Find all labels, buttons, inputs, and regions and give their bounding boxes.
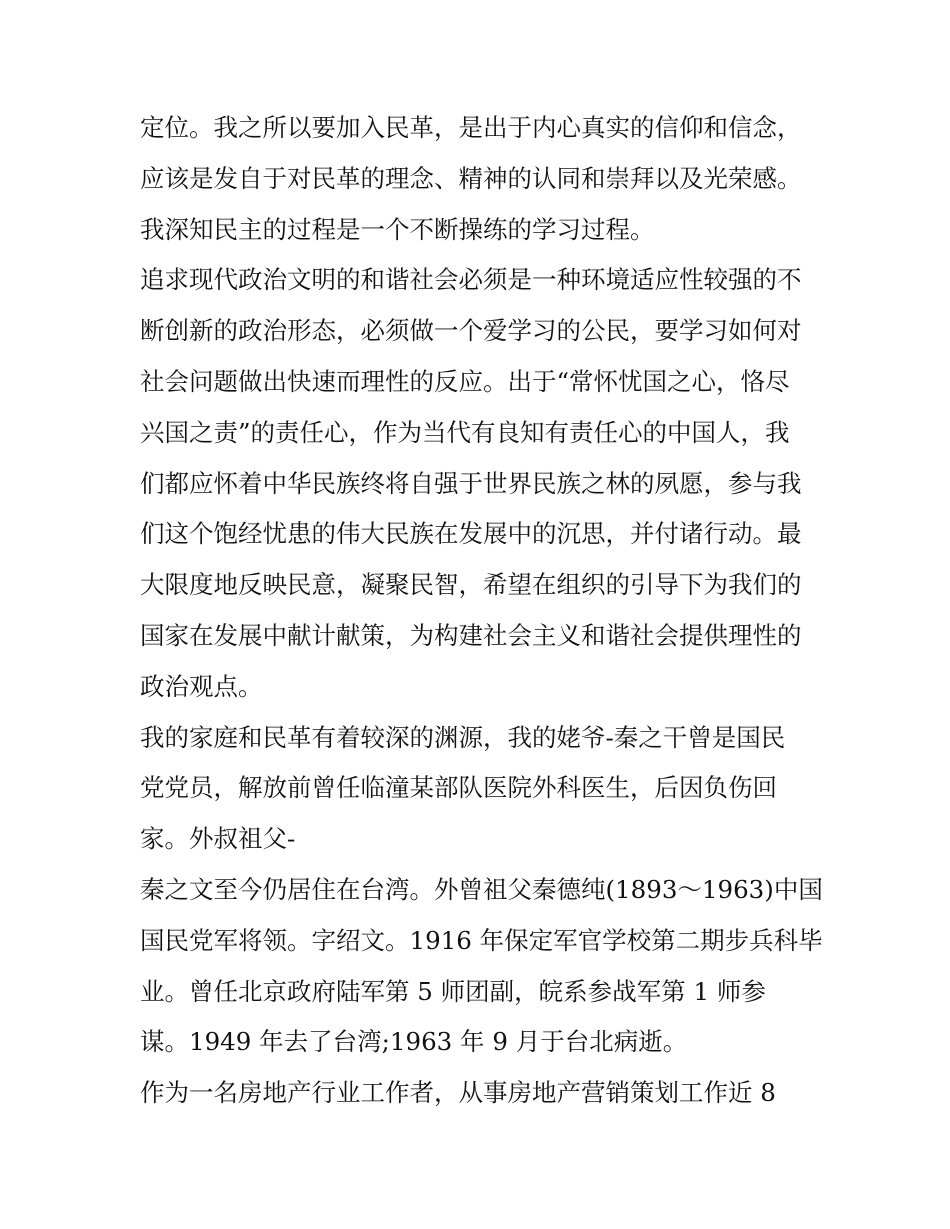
text-line: 家。外叔祖父- <box>140 824 296 854</box>
text-line: 定位。我之所以要加入民革，是出于内心真实的信仰和信念， <box>140 113 802 142</box>
text-line: 秦之文至今仍居住在台湾。外曾祖父秦德纯(1893～1963)中国 <box>140 874 823 904</box>
text-line: 们这个饱经忧患的伟大民族在发展中的沉思，并付诸行动。最 <box>140 519 802 549</box>
text-line: 党党员，解放前曾任临潼某部队医院外科医生，后因负伤回 <box>140 773 777 803</box>
text-line: 应该是发自于对民革的理念、精神的认同和崇拜以及光荣感。 <box>140 163 802 193</box>
document-body <box>140 103 830 1119</box>
text-line: 谋。1949 年去了台湾;1963 年 9 月于台北病逝。 <box>140 1027 688 1057</box>
text-line: 社会问题做出快速而理性的反应。出于“常怀忧国之心，恪尽 <box>140 366 790 396</box>
text-line: 作为一名房地产行业工作者，从事房地产营销策划工作近 8 <box>140 1078 776 1108</box>
text-line: 们都应怀着中华民族终将自强于世界民族之林的夙愿，参与我 <box>140 468 802 498</box>
text-line: 我深知民主的过程是一个不断操练的学习过程。 <box>140 214 655 244</box>
text-line: 我的家庭和民革有着较深的渊源，我的姥爷-秦之干曾是国民 <box>140 722 786 752</box>
text-line: 业。曾任北京政府陆军第 5 师团副，皖系参战军第 1 师参 <box>140 976 766 1006</box>
text-line: 追求现代政治文明的和谐社会必须是一种环境适应性较强的不 <box>140 265 802 295</box>
text-line: 大限度地反映民意，凝聚民智，希望在组织的引导下为我们的 <box>140 570 802 600</box>
text-line: 政治观点。 <box>140 671 263 701</box>
text-line: 国民党军将领。字绍文。1916 年保定军官学校第二期步兵科毕 <box>140 925 823 955</box>
text-line: 断创新的政治形态，必须做一个爱学习的公民，要学习如何对 <box>140 316 802 346</box>
text-line: 国家在发展中献计献策，为构建社会主义和谐社会提供理性的 <box>140 620 802 650</box>
text-line: 兴国之责”的责任心，作为当代有良知有责任心的中国人，我 <box>140 417 790 447</box>
